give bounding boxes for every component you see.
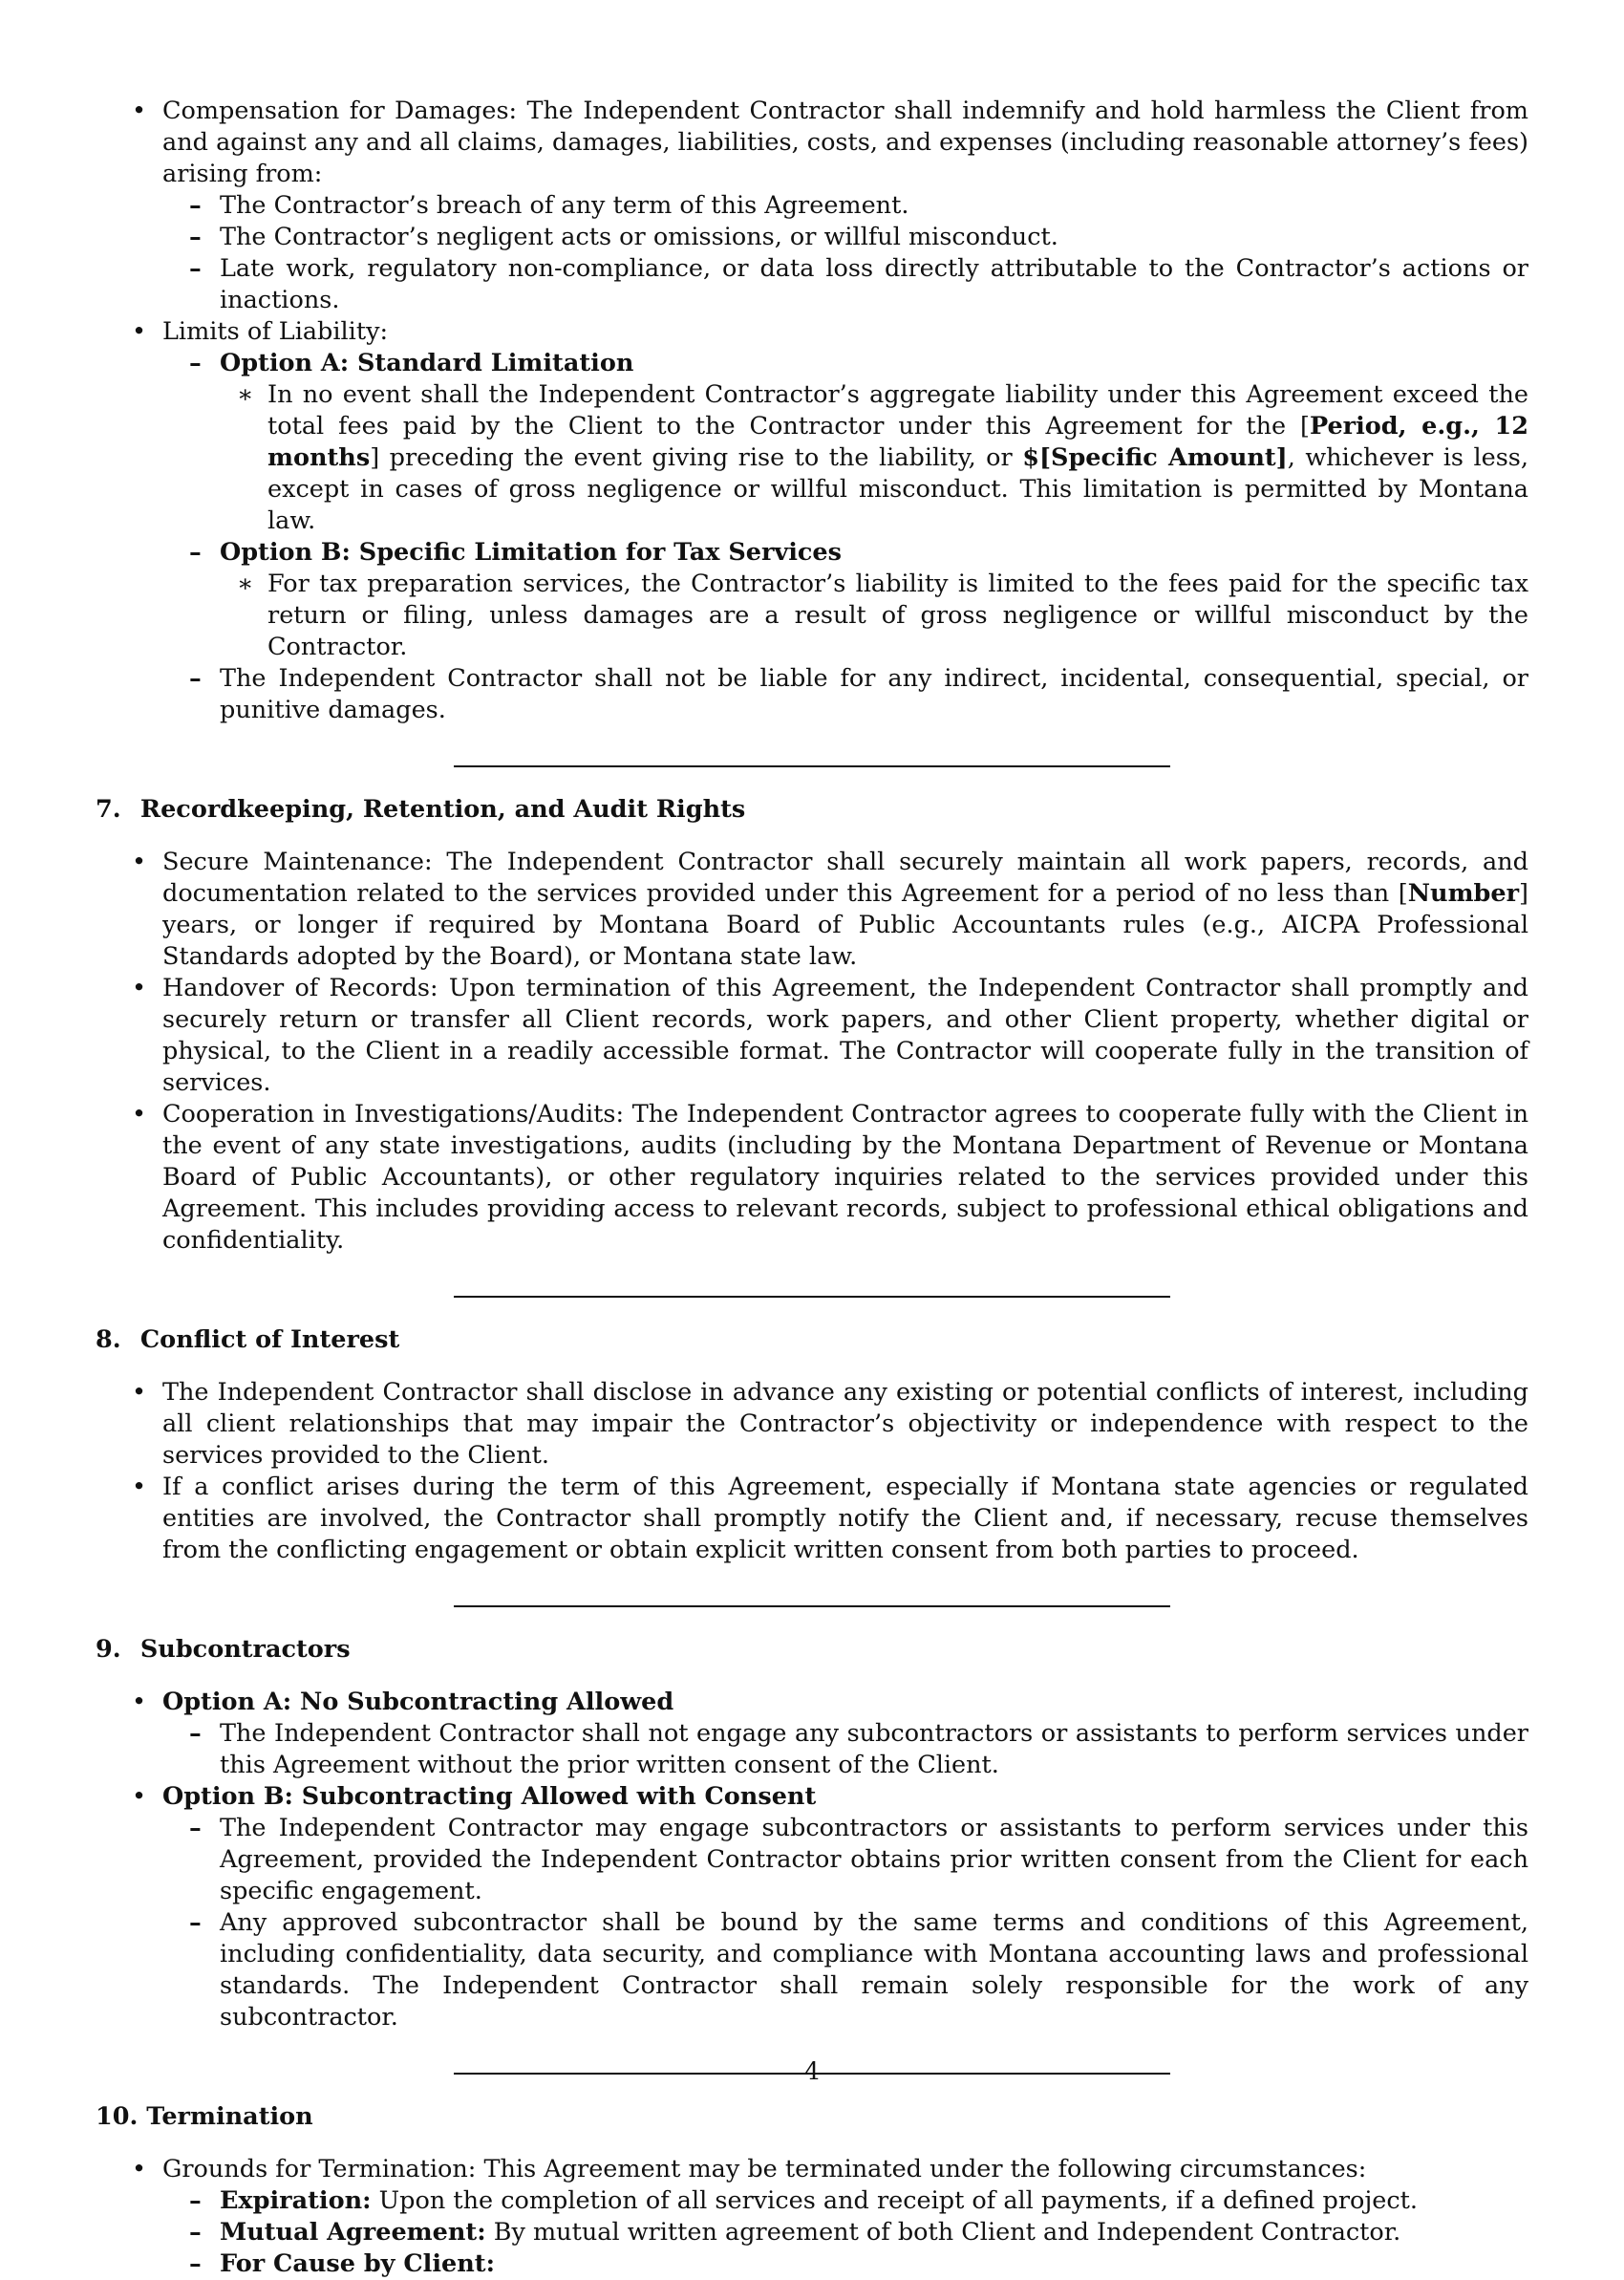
- item-label: Expiration:: [220, 2186, 372, 2215]
- list-item: [162, 2248, 1528, 2280]
- compensation-title: Compensation for Damages:: [162, 97, 518, 125]
- list-item: • Cooperation in Investigations/Audits: The Independent Contractor agrees to cooperate fully with the Client in the event of any state investigations, audits (including by the Montana Department of Revenue or Montana Board of Public Accountants), or other regulatory inquiries related to the services provided under this Agreement. This includes providing access to relevant records, subject to professional ethical obligations and confidentiality.: [96, 1099, 1528, 1257]
- item-label: For Cause by Client:: [220, 2249, 495, 2278]
- section-heading-9: [96, 1634, 1528, 1666]
- section-title: Termination: [146, 2102, 313, 2131]
- item-text: By mutual written agreement of both Client and Independent Contractor.: [485, 2218, 1401, 2247]
- list-item: • If a conflict arises during the term of this Agreement, especially if Montana state agencies or regulated entities are involved, the Contractor shall promptly notify the Client and, if necessary, recuse themselves from the conflicting engagement or obtain explicit written consent from both parties to proceed.: [96, 1472, 1528, 1566]
- text-run: ] preceding the event giving rise to the liability, or: [370, 443, 1023, 472]
- text-run: In no event shall the Independent Contractor’s aggregate liability under this Agreement exceed the total fees paid by the Client to the Contractor under this Agreement for the [: [267, 380, 1528, 441]
- option-b-sublist: [220, 569, 1528, 663]
- indirect-damages-item: – The Independent Contractor shall not be liable for any indirect, incidental, consequential, special, or punitive damages.: [162, 663, 1528, 726]
- section-heading-10: [96, 2101, 1528, 2133]
- option-a-item: [162, 348, 1528, 537]
- liability-list: [96, 96, 1528, 726]
- option-a-item: [96, 1687, 1528, 1781]
- list-item: • Handover of Records: Upon termination of this Agreement, the Independent Contractor shall promptly and securely return or transfer all Client records, work papers, and other Client property, whether digital or physical, to the Client in a readily accessible format. The Contractor will cooperate fully in the transition of services.: [96, 973, 1528, 1099]
- text-run: ] years, or longer if required by Montana Board of Public Accountants rules (e.g., AICPA Professional Standards adopted by the Board), or Montana state law.: [162, 879, 1528, 971]
- list-item: – The Contractor’s negligent acts or omissions, or willful misconduct.: [162, 222, 1528, 253]
- option-a-title: Option A: No Subcontracting Allowed: [162, 1688, 674, 1716]
- section-8-list: [96, 1377, 1528, 1566]
- list-item: [162, 2217, 1528, 2248]
- option-b-text: ∗ For tax preparation services, the Contractor’s liability is limited to the fees paid for the specific tax return or filing, unless damages are a result of gross negligence or willful misconduct by the Contractor.: [220, 569, 1528, 663]
- section-number: 8.: [96, 1325, 121, 1354]
- list-item: – Any approved subcontractor shall be bound by the same terms and conditions of this Agreement, including confidentiality, data security, and compliance with Montana accounting laws and professional standards. The Independent Contractor shall remain solely responsible for the work of any subcontractor.: [162, 1907, 1528, 2033]
- item-label: Mutual Agreement:: [220, 2218, 486, 2247]
- section-title: Recordkeeping, Retention, and Audit Rights: [139, 795, 746, 824]
- section-heading-7: [96, 794, 1528, 826]
- section-title: Conflict of Interest: [139, 1325, 400, 1354]
- item-text: Upon the completion of all services and receipt of all payments, if a defined project.: [371, 2186, 1418, 2215]
- compensation-item: [96, 96, 1528, 316]
- option-b-title: Option B: Specific Limitation for Tax Services: [220, 538, 842, 567]
- page-number: 4: [803, 2057, 821, 2086]
- section-number: 9.: [96, 1635, 121, 1664]
- limits-sublist: [162, 348, 1528, 726]
- section-number: 7.: [96, 795, 121, 824]
- section-title: Subcontractors: [139, 1635, 351, 1664]
- document-page: [96, 96, 1528, 2280]
- section-heading-8: [96, 1324, 1528, 1356]
- bold-placeholder: Number: [1407, 879, 1520, 908]
- compensation-text: The Independent Contractor shall indemnify and hold harmless the Client from and against any and all claims, damages, liabilities, costs, and expenses (including reasonable attorney’s fees) arising from:: [162, 97, 1528, 188]
- section-7-list: [96, 847, 1528, 1257]
- list-item: [162, 2185, 1528, 2217]
- list-item: – The Independent Contractor shall not engage any subcontractors or assistants to perform services under this Agreement without the prior written consent of the Client.: [162, 1718, 1528, 1781]
- section-divider: [454, 765, 1170, 767]
- option-a-text: [220, 379, 1528, 537]
- bold-placeholder: $[Specific Amount]: [1022, 443, 1288, 472]
- section-9-list: [96, 1687, 1528, 2033]
- grounds-sublist: [162, 2185, 1528, 2280]
- section-divider: [454, 1296, 1170, 1298]
- option-b-sublist: [162, 1813, 1528, 2033]
- section-divider: [454, 1605, 1170, 1607]
- option-a-title: Option A: Standard Limitation: [220, 349, 634, 377]
- option-a-sublist: [220, 379, 1528, 537]
- list-item: • The Independent Contractor shall disclose in advance any existing or potential conflicts of interest, including all client relationships that may impair the Contractor’s objectivity or independence with respect to the services provided to the Client.: [96, 1377, 1528, 1472]
- text-run: Secure Maintenance: The Independent Contractor shall securely maintain all work papers, records, and documentation related to the services provided under this Agreement for a period of no less than [: [162, 848, 1528, 908]
- grounds-item: [96, 2154, 1528, 2280]
- grounds-text: Grounds for Termination: This Agreement may be terminated under the following circumstances:: [162, 2155, 1367, 2183]
- list-item: – The Contractor’s breach of any term of this Agreement.: [162, 190, 1528, 222]
- bold-placeholder: Period, e.g., 12 months: [267, 412, 1529, 472]
- option-b-item: [96, 1781, 1528, 2033]
- section-10-list: [96, 2154, 1528, 2280]
- section-number: 10.: [96, 2102, 139, 2131]
- compensation-sublist: [162, 190, 1528, 316]
- text-run: , whichever is less, except in cases of gross negligence or willful misconduct. This limitation is permitted by Montana law.: [267, 443, 1528, 535]
- list-item: – Late work, regulatory non-compliance, or data loss directly attributable to the Contractor’s actions or inactions.: [162, 253, 1528, 316]
- list-item: [96, 847, 1528, 973]
- limits-item: [96, 316, 1528, 726]
- limits-label: Limits of Liability:: [162, 317, 389, 346]
- option-b-item: [162, 537, 1528, 663]
- option-a-sublist: [162, 1718, 1528, 1781]
- list-item: – The Independent Contractor may engage subcontractors or assistants to perform services under this Agreement, provided the Independent Contractor obtains prior written consent from the Client for each specific engagement.: [162, 1813, 1528, 1907]
- option-b-title: Option B: Subcontracting Allowed with Consent: [162, 1782, 817, 1811]
